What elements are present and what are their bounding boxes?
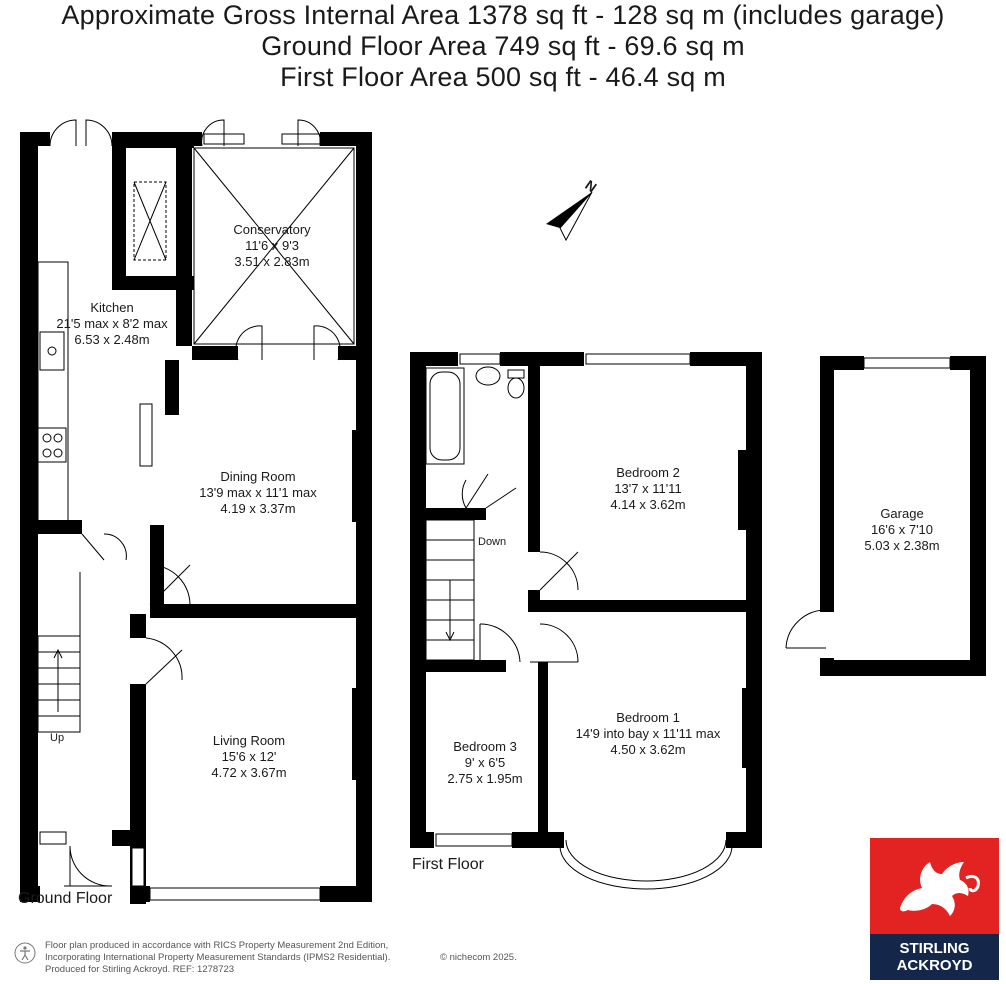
- north-label: N: [582, 176, 600, 196]
- room-name: Conservatory: [233, 222, 311, 237]
- room-name: Kitchen: [90, 300, 134, 315]
- room-dining: [199, 469, 316, 517]
- gross-area-title: Approximate Gross Internal Area 1378 sq ft - 128 sq m (includes garage): [61, 0, 945, 30]
- first-floor-label: First Floor: [412, 856, 484, 873]
- room-name: Bedroom 1: [616, 710, 680, 725]
- room-name: Garage: [880, 506, 924, 521]
- stairs-down-label: Down: [478, 536, 507, 548]
- logo-line-1: STIRLING: [899, 940, 970, 957]
- room-imperial: 21'5 max x 8'2 max: [56, 316, 168, 331]
- ground-floor-label: Ground Floor: [18, 890, 113, 907]
- room-imperial: 15'6 x 12': [221, 749, 277, 764]
- room-imperial: 11'6 x 9'3: [245, 238, 299, 253]
- room-metric: 6.53 x 2.48m: [74, 332, 150, 347]
- accessibility-icon: [14, 942, 36, 964]
- north-arrow-icon: [546, 192, 592, 240]
- room-name: Bedroom 2: [616, 465, 680, 480]
- room-name: Bedroom 3: [453, 739, 517, 754]
- room-imperial: 14'9 into bay x 11'11 max: [575, 726, 721, 741]
- room-kitchen: [56, 300, 167, 348]
- room-conservatory: [233, 222, 310, 270]
- room-imperial: 16'6 x 7'10: [870, 522, 934, 537]
- room-name: Living Room: [212, 733, 286, 748]
- footer-line-3: Produced for Stirling Ackroyd. REF: 1278723: [45, 964, 235, 975]
- room-imperial: 13'9 max x 11'1 max: [199, 485, 317, 500]
- room-metric: 4.14 x 3.62m: [610, 497, 686, 512]
- ground-floor-area: Ground Floor Area 749 sq ft - 69.6 sq m: [261, 31, 745, 61]
- logo-emblem: [870, 838, 999, 934]
- room-imperial: 13'7 x 11'11: [614, 481, 682, 496]
- room-metric: 4.50 x 3.62m: [610, 742, 686, 757]
- room-name: Dining Room: [220, 469, 296, 484]
- room-metric: 3.51 x 2.83m: [234, 254, 310, 269]
- footer-line-2: Incorporating International Property Measurement Standards (IPMS2 Residential).: [45, 952, 391, 963]
- ground-floor-walls: [20, 132, 372, 904]
- room-bedroom-1: [576, 710, 721, 758]
- first-floor-area: First Floor Area 500 sq ft - 46.4 sq m: [280, 62, 726, 92]
- room-bedroom-2: [610, 465, 685, 513]
- room-metric: 5.03 x 2.38m: [864, 538, 940, 553]
- logo-line-2: ACKROYD: [896, 957, 973, 974]
- footer-line-1: Floor plan produced in accordance with RICS Property Measurement 2nd Edition,: [45, 940, 389, 951]
- room-garage: [864, 506, 939, 554]
- first-floor-lines: [426, 367, 732, 889]
- stirling-ackroyd-logo: [870, 838, 999, 980]
- footer-notes: [45, 940, 390, 976]
- room-metric: 4.19 x 3.37m: [220, 501, 296, 516]
- griffin-icon: [870, 838, 999, 934]
- room-metric: 2.75 x 1.95m: [447, 771, 523, 786]
- room-metric: 4.72 x 3.67m: [211, 765, 287, 780]
- garage-lines: [786, 358, 950, 648]
- stairs-up-label: Up: [50, 732, 65, 744]
- room-bedroom-3: [447, 739, 522, 787]
- logo-wordmark: [870, 934, 999, 980]
- copyright-credit: © nichecom 2025.: [440, 952, 517, 963]
- room-imperial: 9' x 6'5: [464, 755, 506, 770]
- room-living: [211, 733, 286, 781]
